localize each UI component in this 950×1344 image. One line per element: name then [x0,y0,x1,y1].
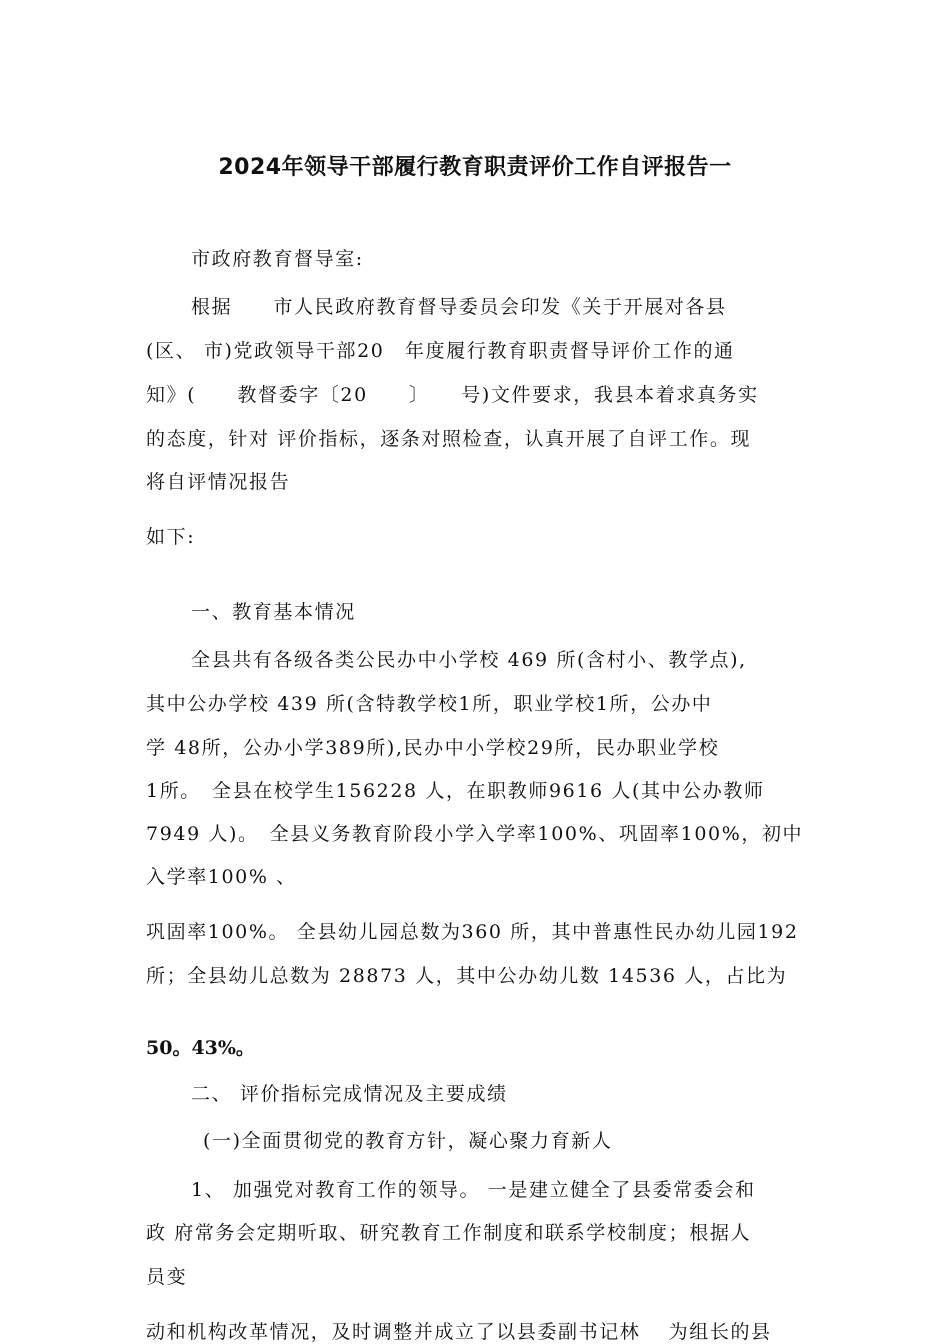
body-line: 政 府常务会定期听取、研究教育工作制度和联系学校制度；根据人 [146,1222,752,1244]
body-line: 动和机构改革情况，及时调整并成立了以县委副书记林 为组长的县 [146,1321,772,1343]
subsection-heading: (一)全面贯彻党的教育方针，凝心聚力育新人 [203,1130,613,1152]
body-line: (区、 市)党政领导干部20 年度履行教育职责督导评价工作的通 [146,340,735,362]
body-line: 1所。 全县在校学生156228 人，在职教师9616 人(其中公办教师 [146,780,765,802]
body-line: 如下: [146,526,196,548]
body-line: 其中公办学校 439 所(含特教学校1所，职业学校1所，公办中 [146,693,713,715]
body-line: 员变 [146,1266,188,1288]
body-line: 巩固率100%。 全县幼儿园总数为360 所，其中普惠性民办幼儿园192 [146,921,799,943]
section-heading: 一、教育基本情况 [191,601,356,623]
section-heading: 二、 评价指标完成情况及主要成绩 [191,1083,508,1105]
body-line: 学 48所，公办小学389所),民办中小学校29所，民办职业学校 [146,737,720,759]
body-line: 根据 市人民政府教育督导委员会印发《关于开展对各县 [191,296,727,318]
body-line: 将自评情况报告 [146,471,291,493]
body-line: 全县共有各级各类公民办中小学校 469 所(含村小、教学点), [191,649,747,671]
body-line: 知》( 教督委字〔20 〕 号)文件要求，我县本着求真务实 [146,384,759,406]
body-line: 50。43%。 [146,1037,255,1059]
body-line: 所；全县幼儿总数为 28873 人，其中公办幼儿数 14536 人，占比为 [146,965,788,987]
body-line: 入学率100% 、 [146,866,297,888]
document-title: 2024年领导干部履行教育职责评价工作自评报告一 [218,155,732,180]
body-line: 的态度，针对 评价指标，逐条对照检查，认真开展了自评工作。现 [146,428,752,450]
body-line: 1、 加强党对教育工作的领导。 一是建立健全了县委常委会和 [191,1179,756,1201]
salutation: 市政府教育督导室: [191,248,364,270]
body-line: 7949 人)。 全县义务教育阶段小学入学率100%、巩固率100%，初中 [146,823,804,845]
